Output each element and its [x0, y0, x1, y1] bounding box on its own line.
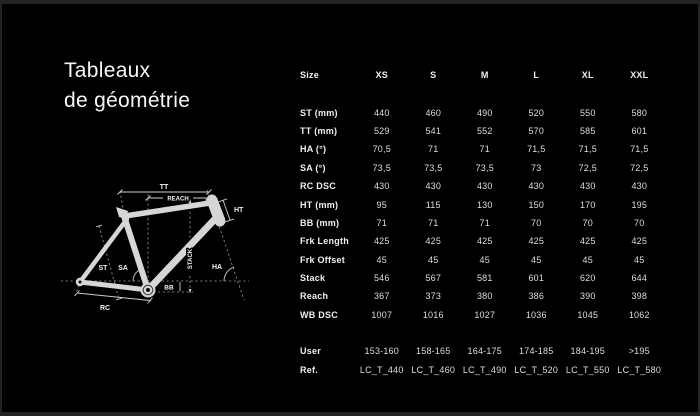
table-cell: 601: [528, 273, 545, 284]
table-cell: 567: [425, 273, 442, 284]
table-cell: LC_T_460: [411, 364, 456, 375]
table-cell: 195: [631, 199, 648, 210]
seat-tube: [123, 213, 148, 290]
table-cell: 390: [579, 291, 596, 302]
table-cell: 70: [531, 217, 542, 228]
table-row: [300, 177, 670, 195]
table-cell: 520: [528, 107, 545, 118]
row-label: HA (°): [300, 144, 327, 155]
table-cell: 150: [528, 199, 545, 210]
stack-arrow-top: [189, 199, 192, 203]
table-cell: 425: [631, 236, 648, 247]
table-cell: 373: [425, 291, 442, 302]
table-cell: 580: [631, 107, 648, 118]
ha-label: HA: [211, 264, 223, 271]
table-cell: 460: [425, 107, 442, 118]
row-label: Reach: [300, 291, 329, 302]
top-tube: [125, 203, 210, 216]
table-cell: 45: [634, 254, 645, 265]
table-cell: 158-165: [416, 346, 451, 357]
table-cell: 72,5: [630, 162, 649, 173]
row-label: Size: [300, 70, 320, 81]
table-cell: 490: [476, 107, 493, 118]
row-label: Ref.: [300, 364, 319, 375]
page-title-line2: de géométrie: [64, 89, 191, 112]
table-cell: 115: [425, 199, 441, 210]
table-cell: 45: [428, 254, 439, 265]
reach-label: REACH: [167, 196, 189, 203]
table-row: [300, 122, 670, 140]
table-cell: 425: [425, 236, 442, 247]
head-tube: [212, 200, 220, 221]
row-label: Frk Offset: [300, 254, 346, 265]
table-cell: 430: [528, 181, 545, 192]
table-cell: 1027: [474, 309, 496, 320]
table-cell: LC_T_520: [514, 364, 559, 375]
table-cell: 430: [631, 181, 648, 192]
table-cell: 73,5: [372, 162, 391, 173]
table-cell: 71: [376, 217, 387, 228]
tt-label: TT: [159, 184, 169, 191]
stack-arrow-bottom: [189, 289, 192, 293]
table-cell: LC_T_580: [617, 364, 662, 375]
table-cell: 153-160: [364, 346, 399, 357]
table-cell: 70: [582, 217, 593, 228]
geometry-table: [300, 66, 670, 379]
table-cell: 601: [631, 125, 648, 136]
table-footer-row: [300, 360, 670, 378]
table-cell: LC_T_550: [565, 364, 610, 375]
table-cell: 71: [479, 217, 490, 228]
table-row: [300, 195, 670, 213]
ht-label: HT: [234, 207, 244, 214]
table-cell: 644: [631, 273, 648, 284]
table-cell: 546: [373, 273, 390, 284]
table-cell: 425: [476, 236, 493, 247]
table-row: [300, 140, 670, 158]
table-cell: 73,5: [424, 162, 443, 173]
table-cell: 95: [376, 199, 387, 210]
down-tube: [148, 219, 215, 290]
table-row: [300, 269, 670, 287]
table-cell: 585: [579, 125, 596, 136]
table-cell: 45: [479, 254, 490, 265]
table-cell: 541: [425, 125, 442, 136]
table-cell: 367: [373, 291, 390, 302]
table-cell: LC_T_490: [462, 364, 507, 375]
table-cell: 72,5: [578, 162, 597, 173]
row-label: SA (°): [300, 162, 326, 173]
bb-label: BB: [164, 284, 174, 292]
table-cell: 71: [428, 217, 439, 228]
table-cell: 1062: [628, 309, 650, 320]
table-cell: 71,5: [578, 144, 597, 155]
row-label: Stack: [300, 273, 326, 284]
table-row: [300, 159, 670, 177]
table-row: [300, 287, 670, 305]
table-cell: 380: [476, 291, 493, 302]
table-header-row: [300, 66, 670, 84]
table-cell: 386: [528, 291, 545, 302]
table-cell: 1016: [422, 309, 444, 320]
rear-axle-center: [79, 281, 82, 284]
table-cell: 45: [582, 254, 593, 265]
table-cell: 425: [579, 236, 596, 247]
table-cell: 71,5: [630, 144, 649, 155]
table-row: [300, 103, 670, 121]
table-cell: 71,5: [527, 144, 546, 155]
sa-label: SA: [118, 265, 128, 272]
table-row: [300, 306, 670, 324]
table-cell: 550: [579, 107, 596, 118]
table-cell: XS: [375, 70, 388, 81]
table-cell: 184-195: [570, 346, 605, 357]
bottom-bracket-center: [146, 288, 150, 292]
table-cell: 170: [579, 199, 596, 210]
table-cell: 430: [579, 181, 596, 192]
table-cell: 552: [476, 125, 493, 136]
table-cell: 45: [376, 254, 387, 265]
seatpost-tip: [116, 207, 128, 219]
table-cell: XL: [581, 70, 594, 81]
chainstay-tube: [80, 282, 148, 290]
table-cell: 71: [479, 144, 490, 155]
row-label: WB DSC: [300, 309, 338, 320]
table-cell: 130: [476, 199, 493, 210]
table-cell: 581: [476, 273, 493, 284]
table-cell: M: [480, 70, 489, 81]
table-cell: 1007: [371, 309, 393, 320]
table-cell: 430: [425, 181, 442, 192]
row-label: TT (mm): [300, 125, 338, 136]
page-title-line1: Tableaux: [64, 59, 151, 82]
table-cell: 164-175: [467, 346, 502, 357]
table-row: [300, 251, 670, 269]
table-cell: 1045: [577, 309, 599, 320]
table-cell: 398: [631, 291, 648, 302]
table-cell: >195: [628, 346, 650, 357]
stack-label: STACK: [188, 248, 194, 270]
row-label: Frk Length: [300, 236, 349, 247]
row-label: ST (mm): [300, 107, 338, 118]
table-cell: 440: [373, 107, 390, 118]
row-label: RC DSC: [300, 181, 337, 192]
seatstay-tube: [80, 219, 127, 282]
ha-angle-arc: [224, 267, 234, 281]
table-spacer: [300, 324, 670, 342]
table-cell: 529: [373, 125, 390, 136]
st-label: ST: [98, 265, 108, 272]
table-footer-row: [300, 342, 670, 360]
table-spacer: [300, 84, 670, 103]
table-cell: 570: [528, 125, 545, 136]
table-cell: 425: [373, 236, 390, 247]
table-cell: 70: [634, 217, 645, 228]
table-cell: 73: [531, 162, 542, 173]
bike-geometry-diagram: [57, 169, 287, 329]
table-cell: 73,5: [475, 162, 494, 173]
table-cell: 620: [579, 273, 596, 284]
table-row: [300, 232, 670, 250]
table-cell: 70,5: [372, 144, 391, 155]
rc-dimension-line: [77, 293, 150, 301]
table-cell: 430: [373, 181, 390, 192]
table-cell: 425: [528, 236, 545, 247]
table-cell: 45: [531, 254, 542, 265]
table-cell: 430: [476, 181, 493, 192]
rc-label: RC: [99, 305, 111, 312]
table-cell: XXL: [630, 70, 649, 81]
row-label: User: [300, 346, 322, 357]
row-label: HT (mm): [300, 199, 339, 210]
row-label: BB (mm): [300, 217, 340, 228]
table-cell: 71: [428, 144, 439, 155]
table-cell: 1036: [525, 309, 547, 320]
table-row: [300, 214, 670, 232]
table-cell: 174-185: [519, 346, 554, 357]
page-title: [64, 56, 190, 116]
table-cell: L: [533, 70, 540, 81]
table-cell: S: [430, 70, 437, 81]
table-cell: LC_T_440: [359, 364, 404, 375]
